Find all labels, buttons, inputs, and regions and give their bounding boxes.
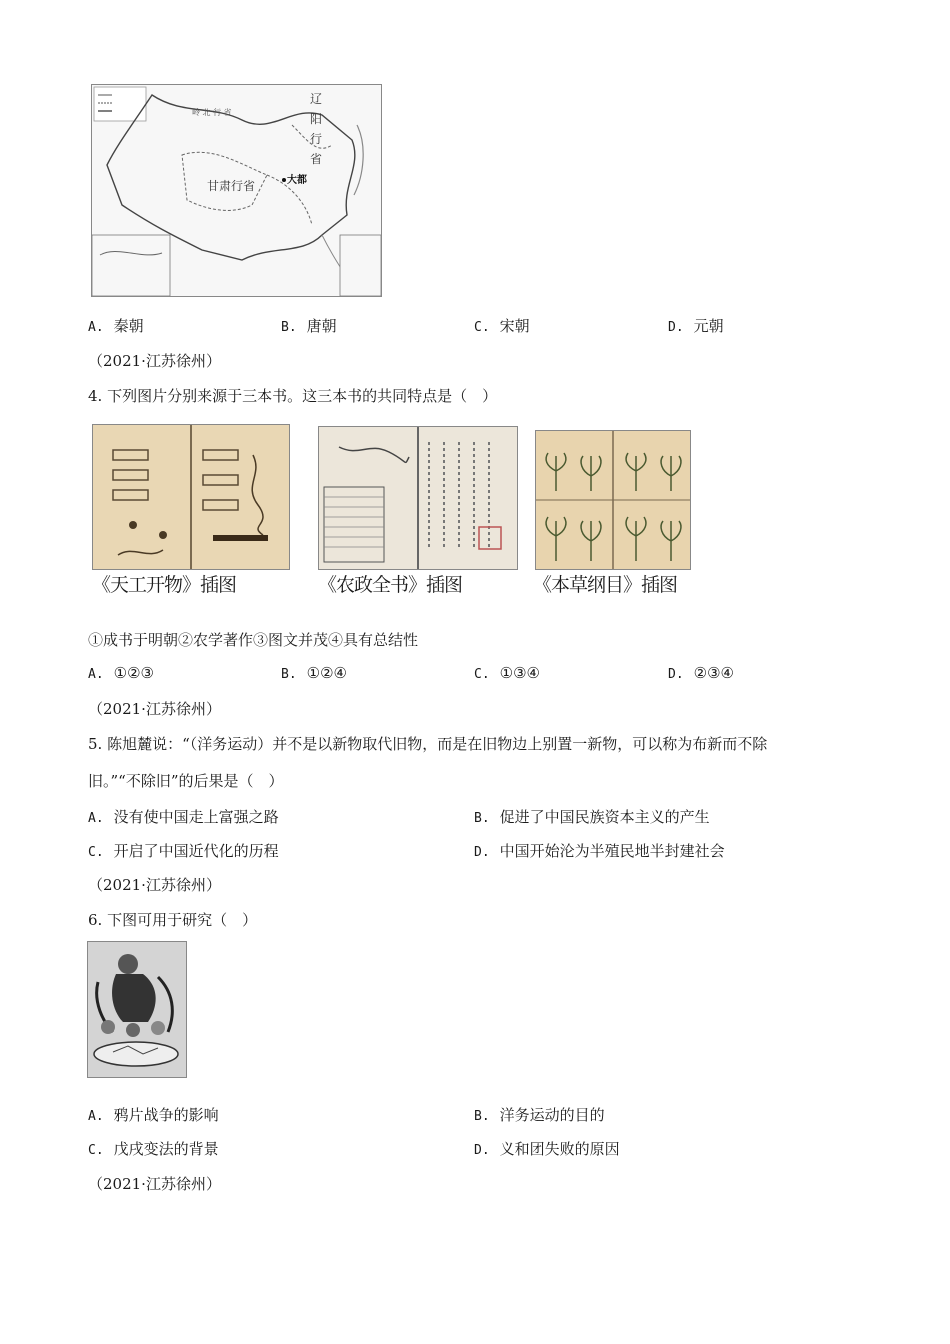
caption-nongzheng-quanshu: 《农政全书》插图 xyxy=(318,574,463,596)
q4-option-a[interactable]: A. ①②③ xyxy=(88,664,154,682)
caption-tiangong-kaiwu: 《天工开物》插图 xyxy=(92,574,237,596)
nongzheng-quanshu-illustration xyxy=(318,426,518,570)
map-label-gansu: 甘肃行省 xyxy=(207,179,256,193)
q5-source: （2021·江苏徐州） xyxy=(88,876,221,894)
q3-option-c[interactable]: C. 宋朝 xyxy=(474,317,530,335)
q6-option-d[interactable]: D. 义和团失败的原因 xyxy=(474,1140,620,1158)
svg-text:阳: 阳 xyxy=(310,112,323,126)
bencao-gangmu-illustration xyxy=(535,430,691,570)
q3-option-b[interactable]: B. 唐朝 xyxy=(281,317,337,335)
yuan-dynasty-map xyxy=(91,84,382,297)
tiangong-kaiwu-illustration xyxy=(92,424,290,570)
q5-option-a[interactable]: A. 没有使中国走上富强之路 xyxy=(88,808,279,826)
q3-option-d[interactable]: D. 元朝 xyxy=(668,317,724,335)
q5-stem-line1: 5. 陈旭麓说：“（洋务运动）并不是以新物取代旧物，而是在旧物边上别置一新物，可以称为布新而不除 xyxy=(88,735,768,753)
q5-option-d[interactable]: D. 中国开始沦为半殖民地半封建社会 xyxy=(474,842,725,860)
q5-stem-line2: 旧。”“不除旧”的后果是（ ） xyxy=(88,772,284,790)
svg-text:省: 省 xyxy=(310,152,323,166)
map-label-dadu: 大都 xyxy=(287,175,307,186)
svg-text:行: 行 xyxy=(310,132,323,146)
q6-option-b[interactable]: B. 洋务运动的目的 xyxy=(474,1106,605,1124)
q4-source: （2021·江苏徐州） xyxy=(88,700,221,718)
partition-cartoon-image xyxy=(87,941,187,1078)
q3-option-a[interactable]: A. 秦朝 xyxy=(88,317,144,335)
q6-stem: 6. 下图可用于研究（ ） xyxy=(88,911,258,929)
map-label-lingbei: 岭 北 行 省 xyxy=(192,108,232,117)
q4-option-d[interactable]: D. ②③④ xyxy=(668,664,734,682)
q4-stem: 4. 下列图片分别来源于三本书。这三本书的共同特点是（ ） xyxy=(88,387,498,405)
caption-bencao-gangmu: 《本草纲目》插图 xyxy=(533,574,678,596)
q3-source: （2021·江苏徐州） xyxy=(88,352,221,370)
q5-option-b[interactable]: B. 促进了中国民族资本主义的产生 xyxy=(474,808,710,826)
q4-option-c[interactable]: C. ①③④ xyxy=(474,664,540,682)
q6-source: （2021·江苏徐州） xyxy=(88,1175,221,1193)
q4-option-b[interactable]: B. ①②④ xyxy=(281,664,347,682)
q5-option-c[interactable]: C. 开启了中国近代化的历程 xyxy=(88,842,279,860)
q4-statements: ①成书于明朝②农学著作③图文并茂④具有总结性 xyxy=(88,631,419,649)
q6-option-c[interactable]: C. 戊戌变法的背景 xyxy=(88,1140,219,1158)
q6-option-a[interactable]: A. 鸦片战争的影响 xyxy=(88,1106,219,1124)
map-drawing xyxy=(92,85,381,296)
map-label-liaoyang: 辽 xyxy=(310,92,323,106)
